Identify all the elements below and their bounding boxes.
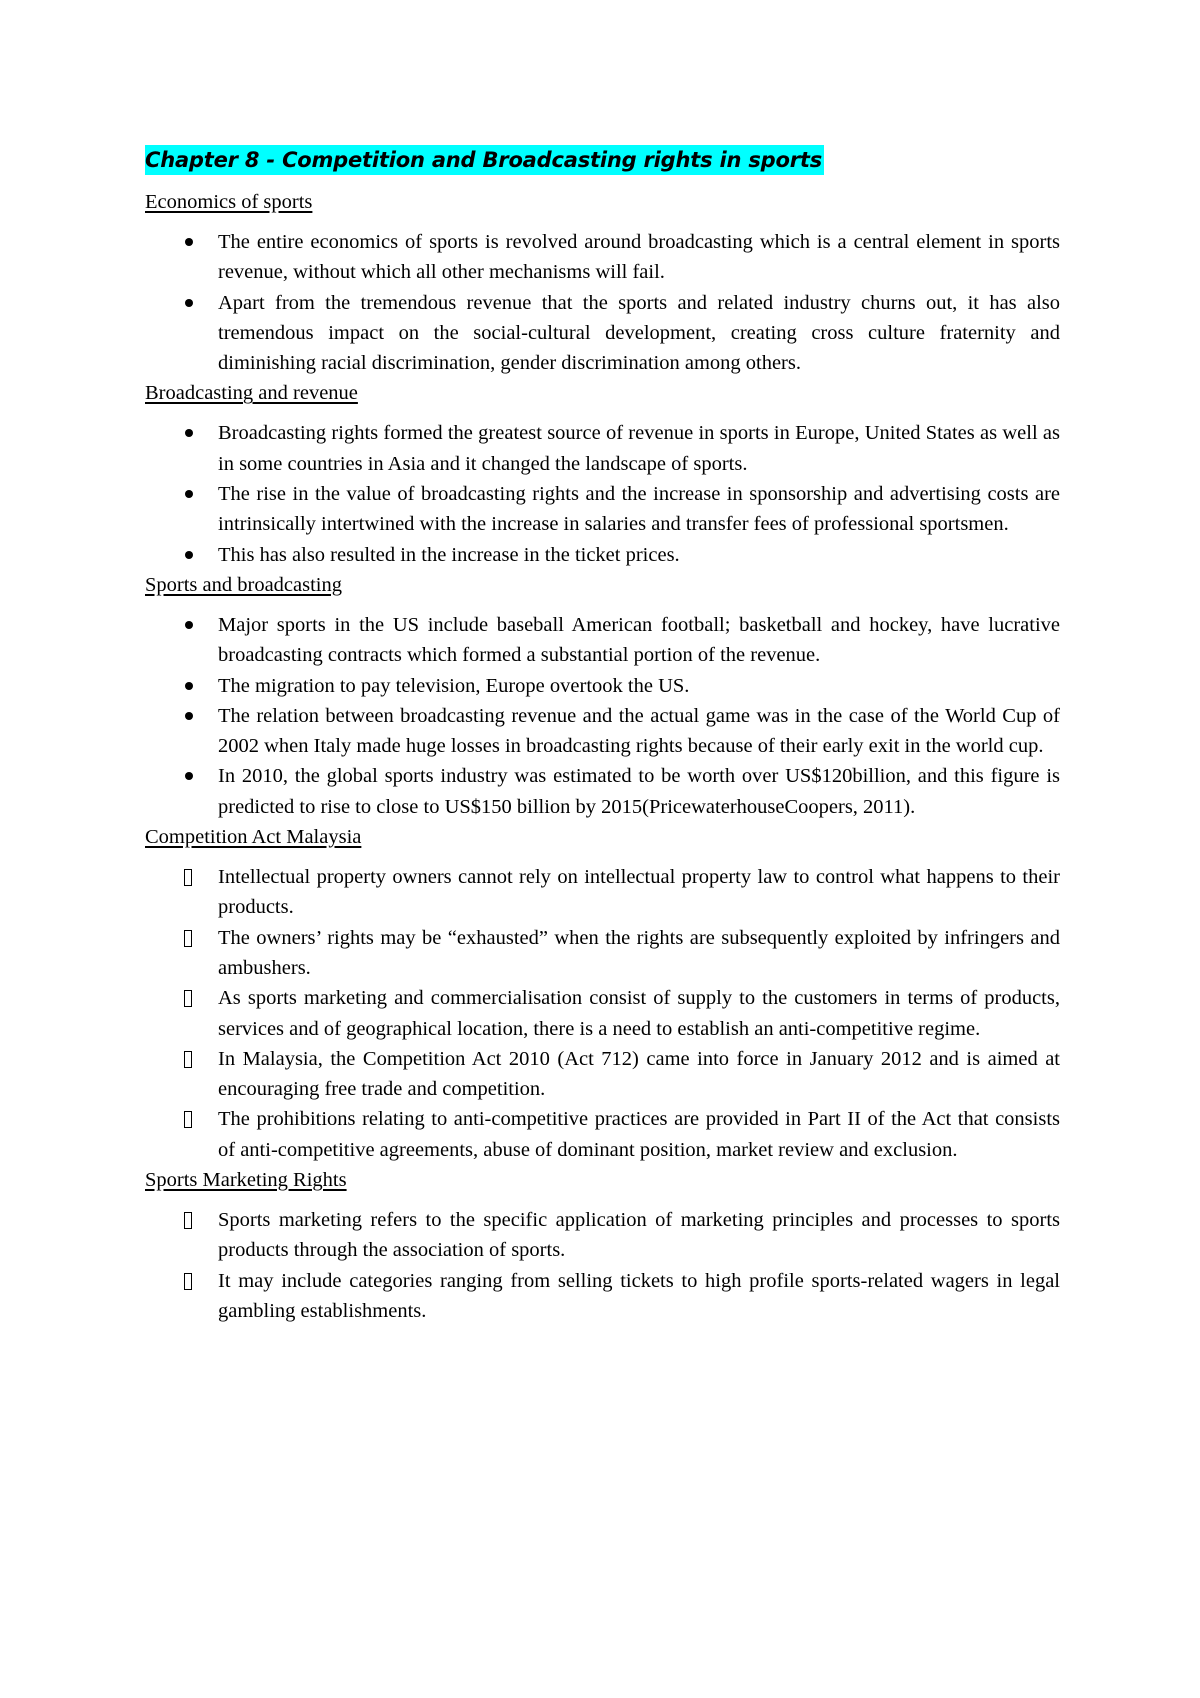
list-item: [145, 1104, 1060, 1165]
list-item: [145, 761, 1060, 822]
bullet-dot-icon: [185, 712, 193, 720]
bullet-dot-icon: [185, 682, 193, 690]
list-item-text: The owners’ rights may be “exhausted” when the rights are subsequently exploited by infringers and ambushers.: [218, 926, 1060, 979]
bullet-dot-icon: [185, 490, 193, 498]
document-page: [145, 145, 1060, 1326]
section: [145, 1165, 1060, 1326]
list-item: [145, 479, 1060, 540]
list-item-text: The entire economics of sports is revolved around broadcasting which is a central element in sports revenue, without which all other mechanisms will fail.: [218, 231, 1060, 284]
list-item: [145, 701, 1060, 762]
list-item-text: The migration to pay television, Europe overtook the US.: [218, 674, 690, 697]
bullet-dot-icon: [185, 551, 193, 559]
list-item-text: In Malaysia, the Competition Act 2010 (Act 712) came into force in January 2012 and is aimed at encouraging free trade and competition.: [218, 1047, 1060, 1101]
list-item-text: The prohibitions relating to anti-competitive practices are provided in Part II of the Act that consists of anti-competitive agreements, abuse of dominant position, market review and exclusion.: [218, 1108, 1060, 1161]
list-item-text: The relation between broadcasting revenue and the actual game was in the case of the World Cup of 2002 when Italy made huge losses in broadcasting rights because of their early exit in the world cup.: [218, 704, 1060, 758]
list-item: [145, 418, 1060, 479]
bullet-list: [145, 610, 1060, 822]
list-item-text: Broadcasting rights formed the greatest source of revenue in sports in Europe, United States as well as in some countries in Asia and it changed the landscape of sports.: [218, 422, 1060, 475]
section: [145, 187, 1060, 378]
bullet-box-icon: [184, 1212, 192, 1229]
list-item: [145, 923, 1060, 984]
list-item: [145, 1044, 1060, 1105]
bullet-box-icon: [184, 930, 192, 947]
bullet-list: [145, 418, 1060, 569]
list-item-text: Sports marketing refers to the specific application of marketing principles and processes to sports products through the association of sports.: [218, 1209, 1060, 1262]
list-item: [145, 288, 1060, 379]
list-item-text: The rise in the value of broadcasting rights and the increase in sponsorship and advertising costs are intrinsically intertwined with the increase in salaries and transfer fees of professional sportsmen.: [218, 483, 1060, 536]
bullet-dot-icon: [185, 621, 193, 629]
list-item: [145, 1205, 1060, 1266]
list-item: [145, 983, 1060, 1044]
list-item-text: Major sports in the US include baseball American football; basketball and hockey, have lucrative broadcasting contracts which formed a substantial portion of the revenue.: [218, 613, 1060, 667]
bullet-box-icon: [184, 1111, 192, 1128]
bullet-dot-icon: [185, 299, 193, 307]
bullet-dot-icon: [185, 238, 193, 246]
list-item: [145, 1266, 1060, 1327]
bullet-list: [145, 1205, 1060, 1326]
bullet-list: [145, 862, 1060, 1165]
list-item-text: It may include categories ranging from selling tickets to high profile sports-related wagers in legal gambling establishments.: [218, 1269, 1060, 1322]
section: [145, 570, 1060, 822]
section-heading: Broadcasting and revenue: [145, 382, 358, 405]
section: [145, 378, 1060, 569]
bullet-box-icon: [184, 1273, 192, 1290]
list-item: [145, 610, 1060, 671]
list-item: [145, 671, 1060, 701]
bullet-dot-icon: [185, 429, 193, 437]
bullet-list: [145, 227, 1060, 378]
bullet-box-icon: [184, 869, 192, 886]
list-item-text: Intellectual property owners cannot rely on intellectual property law to control what happens to their products.: [218, 866, 1060, 919]
list-item-text: This has also resulted in the increase in the ticket prices.: [218, 543, 680, 566]
bullet-box-icon: [184, 990, 192, 1007]
section-heading: Competition Act Malaysia: [145, 826, 362, 849]
bullet-dot-icon: [185, 772, 193, 780]
chapter-title: Chapter 8 - Competition and Broadcasting rights in sports: [145, 145, 824, 175]
list-item: [145, 540, 1060, 570]
list-item: [145, 227, 1060, 288]
sections-container: [145, 187, 1060, 1326]
section-heading: Economics of sports: [145, 191, 313, 213]
list-item-text: In 2010, the global sports industry was estimated to be worth over US$120billion, and this figure is predicted to rise to close to US$150 billion by 2015(PricewaterhouseCoopers, 2011).: [218, 765, 1060, 818]
list-item: [145, 862, 1060, 923]
bullet-box-icon: [184, 1051, 192, 1068]
section-heading: Sports Marketing Rights: [145, 1169, 347, 1192]
list-item-text: Apart from the tremendous revenue that the sports and related industry churns out, it has also tremendous impact on the social-cultural development, creating cross culture fraternity and diminishing racial discrimination, gender discrimination among others.: [218, 291, 1060, 375]
section-heading: Sports and broadcasting: [145, 573, 342, 596]
section: [145, 822, 1060, 1165]
list-item-text: As sports marketing and commercialisation consist of supply to the customers in terms of products, services and of geographical location, there is a need to establish an anti-competitive regime.: [218, 987, 1060, 1040]
